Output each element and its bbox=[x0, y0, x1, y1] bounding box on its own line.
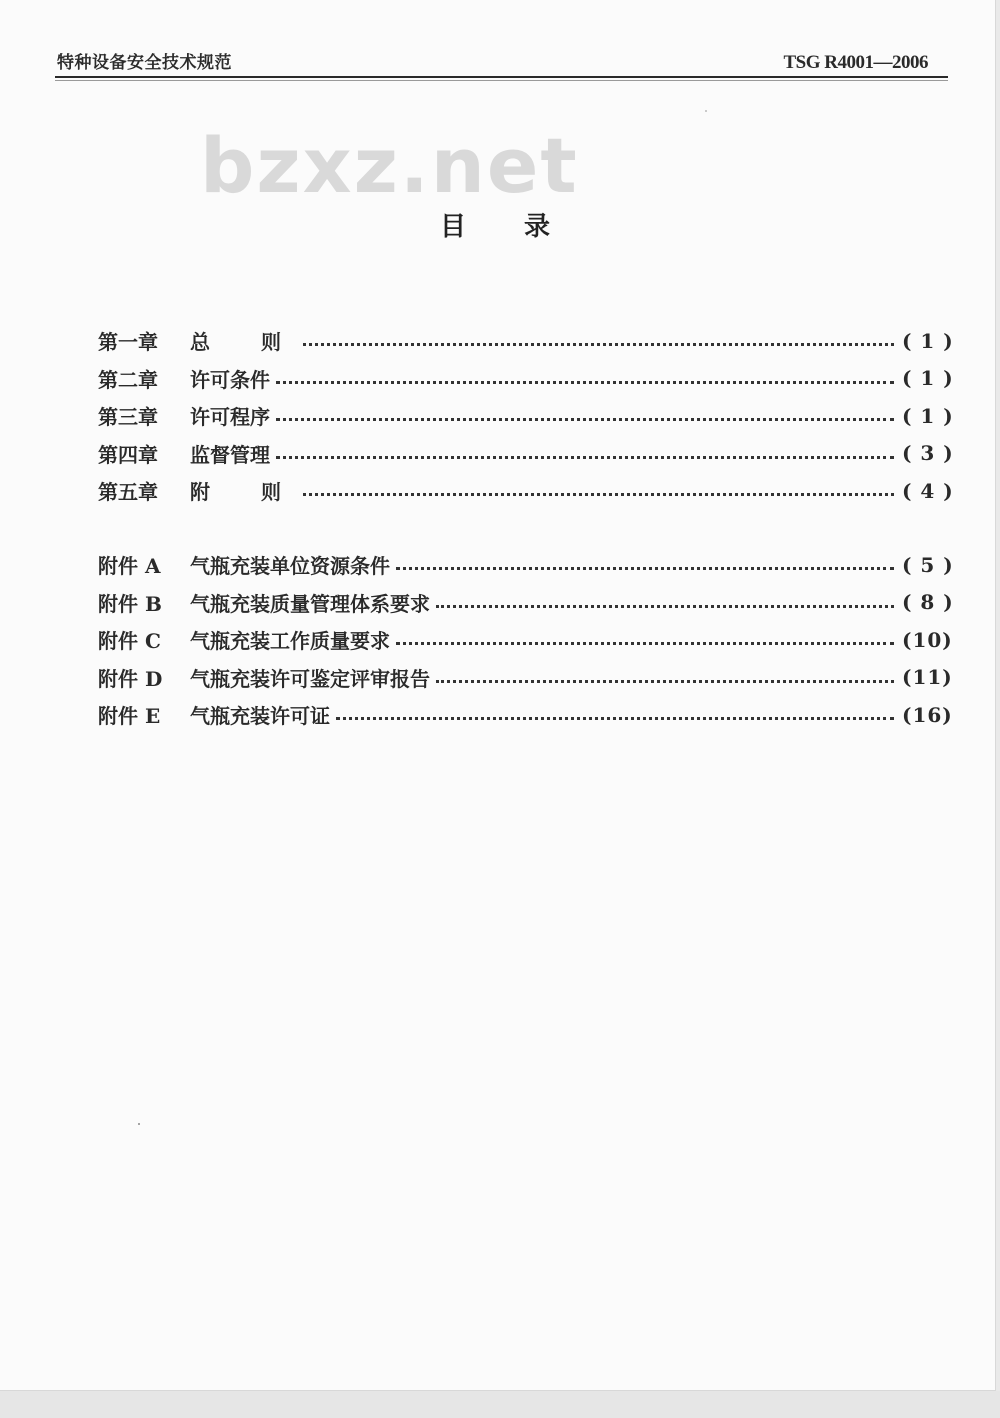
toc-row-label: 第四章 bbox=[98, 442, 158, 467]
toc-row-appendix-e[interactable] bbox=[98, 696, 953, 734]
toc-row-label: 第一章 bbox=[98, 330, 158, 355]
header-right-code: TSG R4001—2006 bbox=[783, 52, 928, 73]
toc-leader-dots bbox=[396, 642, 894, 645]
toc-row-page: ( 1 ) bbox=[902, 403, 954, 428]
toc-leader-dots bbox=[396, 567, 894, 570]
toc-row-chapter-2[interactable] bbox=[98, 360, 954, 398]
toc-row-chapter-4[interactable] bbox=[98, 435, 954, 473]
toc-row-appendix-a[interactable] bbox=[98, 546, 954, 584]
toc-row-chapter-1[interactable] bbox=[98, 322, 954, 360]
toc-row-label: 附件 B bbox=[98, 591, 162, 616]
toc-row-name: 附 则 bbox=[190, 480, 303, 505]
toc-row-label: 附件 A bbox=[98, 554, 161, 579]
toc-row-appendix-d[interactable] bbox=[98, 659, 953, 697]
toc-leader-dots bbox=[276, 456, 894, 459]
toc-row-name: 气瓶充装单位资源条件 bbox=[190, 554, 390, 579]
toc-appendices-list bbox=[98, 546, 954, 734]
toc-row-page: (16) bbox=[902, 702, 953, 727]
toc-leader-dots bbox=[303, 493, 894, 496]
toc-title: 目录 bbox=[440, 212, 609, 242]
header-rule bbox=[55, 80, 948, 81]
toc-row-label: 附件 D bbox=[98, 666, 163, 691]
toc-row-name: 许可程序 bbox=[190, 405, 270, 430]
toc-leader-dots bbox=[436, 605, 894, 608]
watermark: bzxz.net bbox=[200, 121, 579, 210]
toc-row-appendix-b[interactable] bbox=[98, 584, 954, 622]
page-header bbox=[55, 46, 948, 78]
toc-row-label: 附件 C bbox=[98, 629, 161, 654]
toc-row-name: 监督管理 bbox=[190, 442, 270, 467]
toc-row-label: 第五章 bbox=[98, 480, 158, 505]
toc-row-label: 第二章 bbox=[98, 367, 158, 392]
toc-row-page: ( 8 ) bbox=[902, 590, 954, 615]
toc-leader-dots bbox=[276, 418, 894, 421]
toc-row-name: 许可条件 bbox=[190, 367, 270, 392]
header-left-title: 特种设备安全技术规范 bbox=[57, 53, 232, 73]
toc-row-name: 气瓶充装质量管理体系要求 bbox=[190, 591, 430, 616]
toc-chapters-list bbox=[98, 322, 954, 510]
toc-row-name: 气瓶充装工作质量要求 bbox=[190, 629, 390, 654]
toc-row-page: ( 5 ) bbox=[902, 552, 954, 577]
toc-leader-dots bbox=[336, 717, 894, 720]
toc-row-page: (11) bbox=[902, 665, 953, 690]
toc-row-page: ( 1 ) bbox=[902, 366, 954, 391]
toc-leader-dots bbox=[276, 381, 894, 384]
toc-row-appendix-c[interactable] bbox=[98, 621, 953, 659]
toc-row-page: ( 1 ) bbox=[902, 328, 954, 353]
toc-row-name: 气瓶充装许可证 bbox=[190, 704, 330, 729]
toc-leader-dots bbox=[303, 343, 894, 346]
toc-leader-dots bbox=[436, 680, 894, 683]
toc-row-page: (10) bbox=[902, 627, 953, 652]
scan-speck bbox=[138, 1123, 140, 1125]
toc-row-page: ( 3 ) bbox=[902, 441, 954, 466]
toc-row-chapter-5[interactable] bbox=[98, 472, 954, 510]
viewer-bottom-strip bbox=[0, 1391, 1000, 1418]
toc-row-chapter-3[interactable] bbox=[98, 397, 954, 435]
toc-row-label: 附件 E bbox=[98, 704, 161, 729]
toc-row-label: 第三章 bbox=[98, 405, 158, 430]
toc-row-page: ( 4 ) bbox=[902, 478, 954, 503]
toc-row-name: 总 则 bbox=[190, 330, 303, 355]
toc-row-name: 气瓶充装许可鉴定评审报告 bbox=[190, 666, 430, 691]
scan-speck bbox=[705, 110, 707, 112]
